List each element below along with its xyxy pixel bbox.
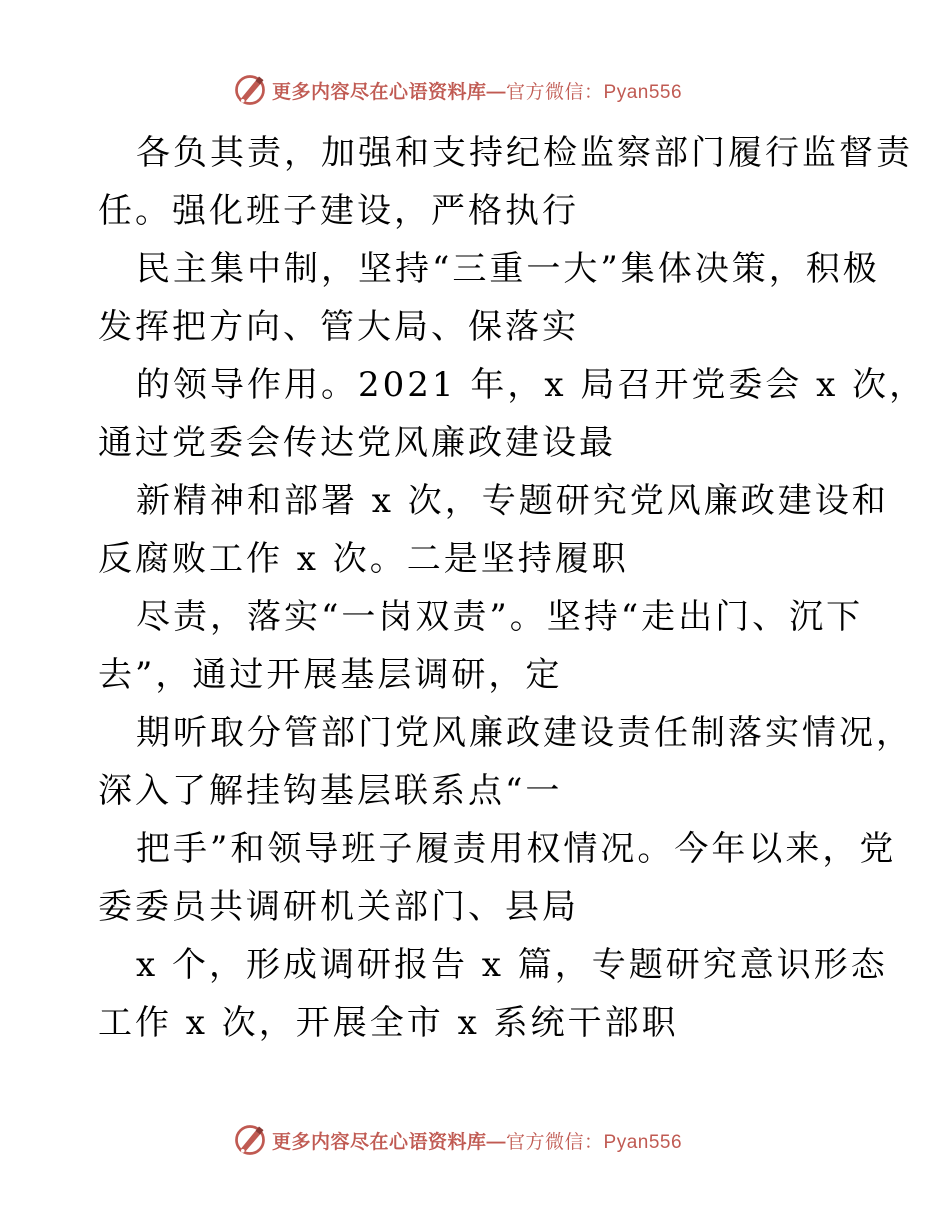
watermark-brand: 更多内容尽在心语资料库 <box>272 1131 487 1153</box>
pen-logo-icon <box>232 1122 268 1158</box>
footer-watermark <box>232 1120 752 1160</box>
watermark-separator: — <box>486 1131 507 1153</box>
watermark-contact: 官方微信：Pyan556 <box>506 1131 683 1153</box>
text-line: x 个，形成调研报告 x 篇，专题研究意识形态 <box>136 945 888 985</box>
text-line: 把手”和领导班子履责用权情况。今年以来，党 <box>136 829 897 869</box>
header-watermark <box>232 70 752 110</box>
watermark-text <box>272 1127 682 1154</box>
text-line: 工作 x 次，开展全市 x 系统干部职 <box>98 1003 679 1043</box>
watermark-brand: 更多内容尽在心语资料库 <box>272 81 487 103</box>
text-line: 委委员共调研机关部门、县局 <box>98 887 579 927</box>
text-line: 尽责，落实“一岗双责”。坚持“走出门、沉下 <box>136 597 864 637</box>
text-line: 期听取分管部门党风廉政建设责任制落实情况， <box>136 713 913 753</box>
text-line: 的领导作用。2021 年，x 局召开党委会 x 次， <box>136 365 927 405</box>
text-line: 发挥把方向、管大局、保落实 <box>98 307 579 347</box>
text-line: 反腐败工作 x 次。二是坚持履职 <box>98 539 629 579</box>
text-line: 任。强化班子建设，严格执行 <box>98 191 579 231</box>
watermark-text <box>272 77 682 104</box>
watermark-separator: — <box>486 81 507 103</box>
body-text <box>98 124 927 1052</box>
text-line: 深入了解挂钩基层联系点“一 <box>98 771 563 811</box>
text-line: 通过党委会传达党风廉政建设最 <box>98 423 616 463</box>
text-line: 民主集中制，坚持“三重一大”集体决策，积极 <box>136 249 880 289</box>
text-line: 各负其责，加强和支持纪检监察部门履行监督责 <box>136 133 913 173</box>
text-line: 新精神和部署 x 次，专题研究党风廉政建设和 <box>136 481 889 521</box>
text-line: 去”，通过开展基层调研，定 <box>98 655 563 695</box>
pen-logo-icon <box>232 72 268 108</box>
watermark-contact: 官方微信：Pyan556 <box>506 81 683 103</box>
